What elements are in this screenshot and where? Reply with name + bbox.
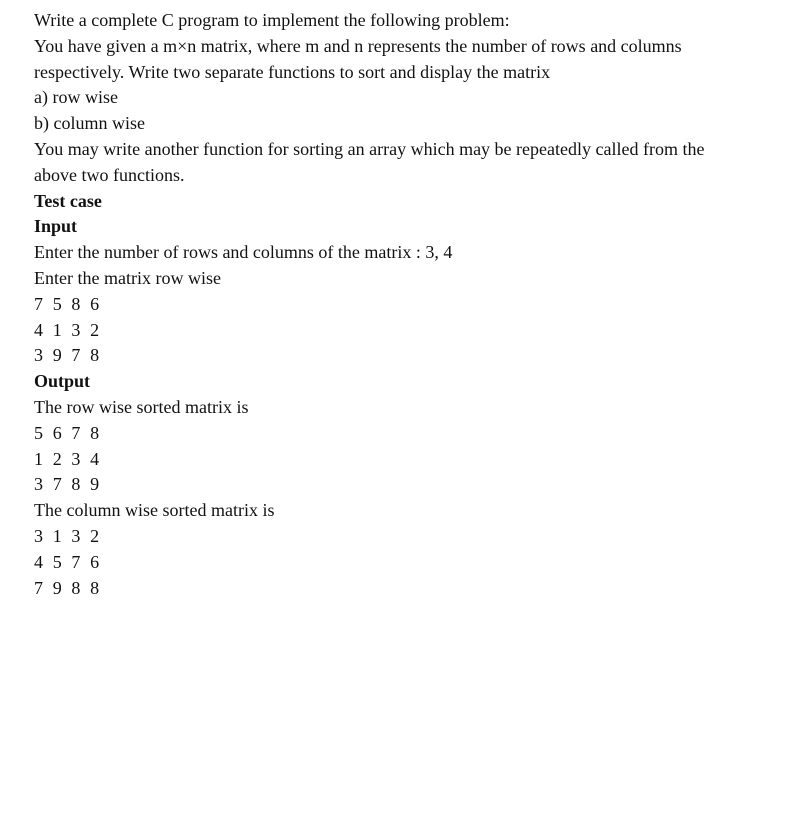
- problem-option-b: b) column wise: [34, 113, 145, 134]
- input-heading: Input: [34, 216, 78, 237]
- input-prompt-dimensions: Enter the number of rows and columns of the matrix : 3, 4: [34, 242, 453, 263]
- row-sorted-matrix-row: 1 2 3 4: [34, 448, 102, 469]
- document-page: [34, 8, 774, 601]
- input-matrix-row: 7 5 8 6: [34, 293, 102, 314]
- output-heading: Output: [34, 371, 91, 392]
- column-sorted-matrix-row: 7 9 8 8: [34, 577, 102, 598]
- problem-line-6: You may write another function for sorting an array which may be repeatedly called from the: [34, 138, 705, 159]
- row-sorted-matrix-row: 5 6 7 8: [34, 422, 102, 443]
- column-sorted-label: The column wise sorted matrix is: [34, 500, 275, 521]
- test-case-heading: Test case: [34, 190, 102, 211]
- row-sorted-label: The row wise sorted matrix is: [34, 396, 249, 417]
- column-sorted-matrix-row: 4 5 7 6: [34, 551, 102, 572]
- input-prompt-matrix: Enter the matrix row wise: [34, 267, 221, 288]
- input-matrix-row: 3 9 7 8: [34, 345, 102, 366]
- column-sorted-matrix-row: 3 1 3 2: [34, 525, 102, 546]
- problem-line-2: You have given a m×n matrix, where m and n represents the number of rows and columns: [34, 35, 682, 56]
- problem-line-3: respectively. Write two separate functions to sort and display the matrix: [34, 61, 551, 82]
- problem-line-1: Write a complete C program to implement the following problem:: [34, 10, 510, 30]
- problem-line-7: above two functions.: [34, 164, 185, 185]
- row-sorted-matrix-row: 3 7 8 9: [34, 474, 102, 495]
- input-matrix-row: 4 1 3 2: [34, 319, 102, 340]
- problem-option-a: a) row wise: [34, 87, 118, 108]
